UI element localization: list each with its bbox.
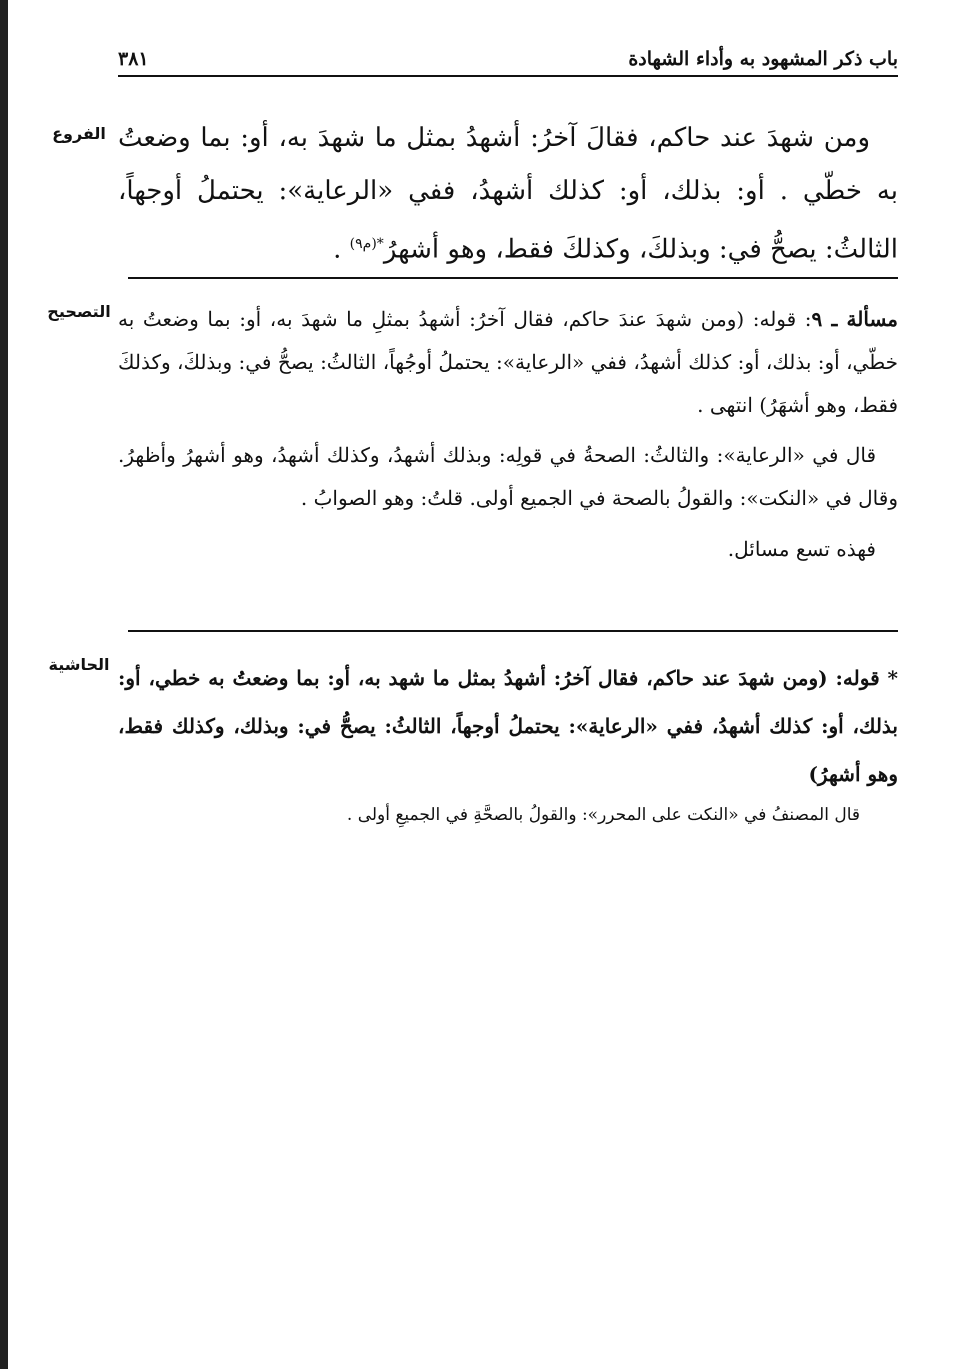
tashih-paragraph-3: فهذه تسع مسائل. — [727, 537, 876, 561]
section-label-tashih: التصحيح — [47, 302, 111, 321]
footnote-mark: *(م٩) — [349, 236, 384, 252]
page-header — [118, 40, 898, 70]
tashih-paragraph-1 — [118, 298, 898, 427]
tashih-paragraph-2: قال في «الرعاية»: والثالثُ: الصحةُ في قولِه: وبذلك أشهدُ، وكذلك أشهدُ، وهو أشهرُ وأظهرُ. وقال في «النكت»: والقولُ بالصحة في الجميع أولى. قلتُ: وهو الصوابُ . — [118, 443, 898, 510]
page-number: ٣٨١ — [118, 48, 149, 70]
furu-section — [118, 112, 898, 277]
section-label-hashiya: الحاشية — [48, 655, 110, 674]
hashiya-paragraph: * قوله: (ومن شهدَ عند حاكم، فقال آخرُ: أشهدُ بمثل ما شهد به، أو: بما وضعتُ به خطي، أو: بذلك، أو: كذلك أشهدُ، ففي «الرعاية»: يحتملُ أوجهاً، الثالثُ: يصحُّ في: وبذلك، وكذلك فقط، وهو أشهرُ) — [118, 666, 898, 786]
chapter-title: باب ذكر المشهود به وأداء الشهادة — [628, 48, 898, 70]
header-rule — [118, 75, 898, 77]
hashiya-note — [118, 800, 860, 830]
section-divider-1 — [128, 277, 898, 279]
hashiya-section — [118, 654, 898, 798]
tashih-p1-text: : قوله: (ومن شهدَ عندَ حاكم، فقال آخرُ: أشهدُ بمثلِ ما شهدَ به، أو: بما وضعتُ به خطّي، أو: بذلك، أو: كذلك أشهدُ، ففي «الرعاية»: يحتملُ أوجُهاً، الثالثُ: يصحُّ في: وبذلكَ، وكذلكَ فقط، وهو أشهَرُ) انتهى . — [118, 307, 898, 417]
page-edge — [0, 0, 8, 1369]
section-divider-2 — [128, 630, 898, 632]
furu-text: ومن شهدَ عند حاكم، فقالَ آخرُ: أشهدُ بمثل ما شهدَ به، أو: بما وضعتُ به خطّي . أو: بذلك، أو: كذلك أشهدُ، ففي «الرعاية»: يحتملُ أوجهاً، الثالثُ: يصحُّ في: وبذلكَ، وكذلكَ فقط، وهو أشهرُ — [118, 123, 898, 265]
tashih-section — [118, 298, 898, 571]
furu-paragraph — [118, 112, 898, 277]
masala-heading: مسألة ـ ٩ — [811, 307, 899, 331]
hashiya-note-text: قال المصنفُ في «النكت على المحرر»: والقولُ بالصحَّةِ في الجميعِ أولى . — [346, 805, 860, 825]
furu-tail: . — [333, 234, 350, 265]
section-label-furu: الفروع — [52, 124, 106, 143]
